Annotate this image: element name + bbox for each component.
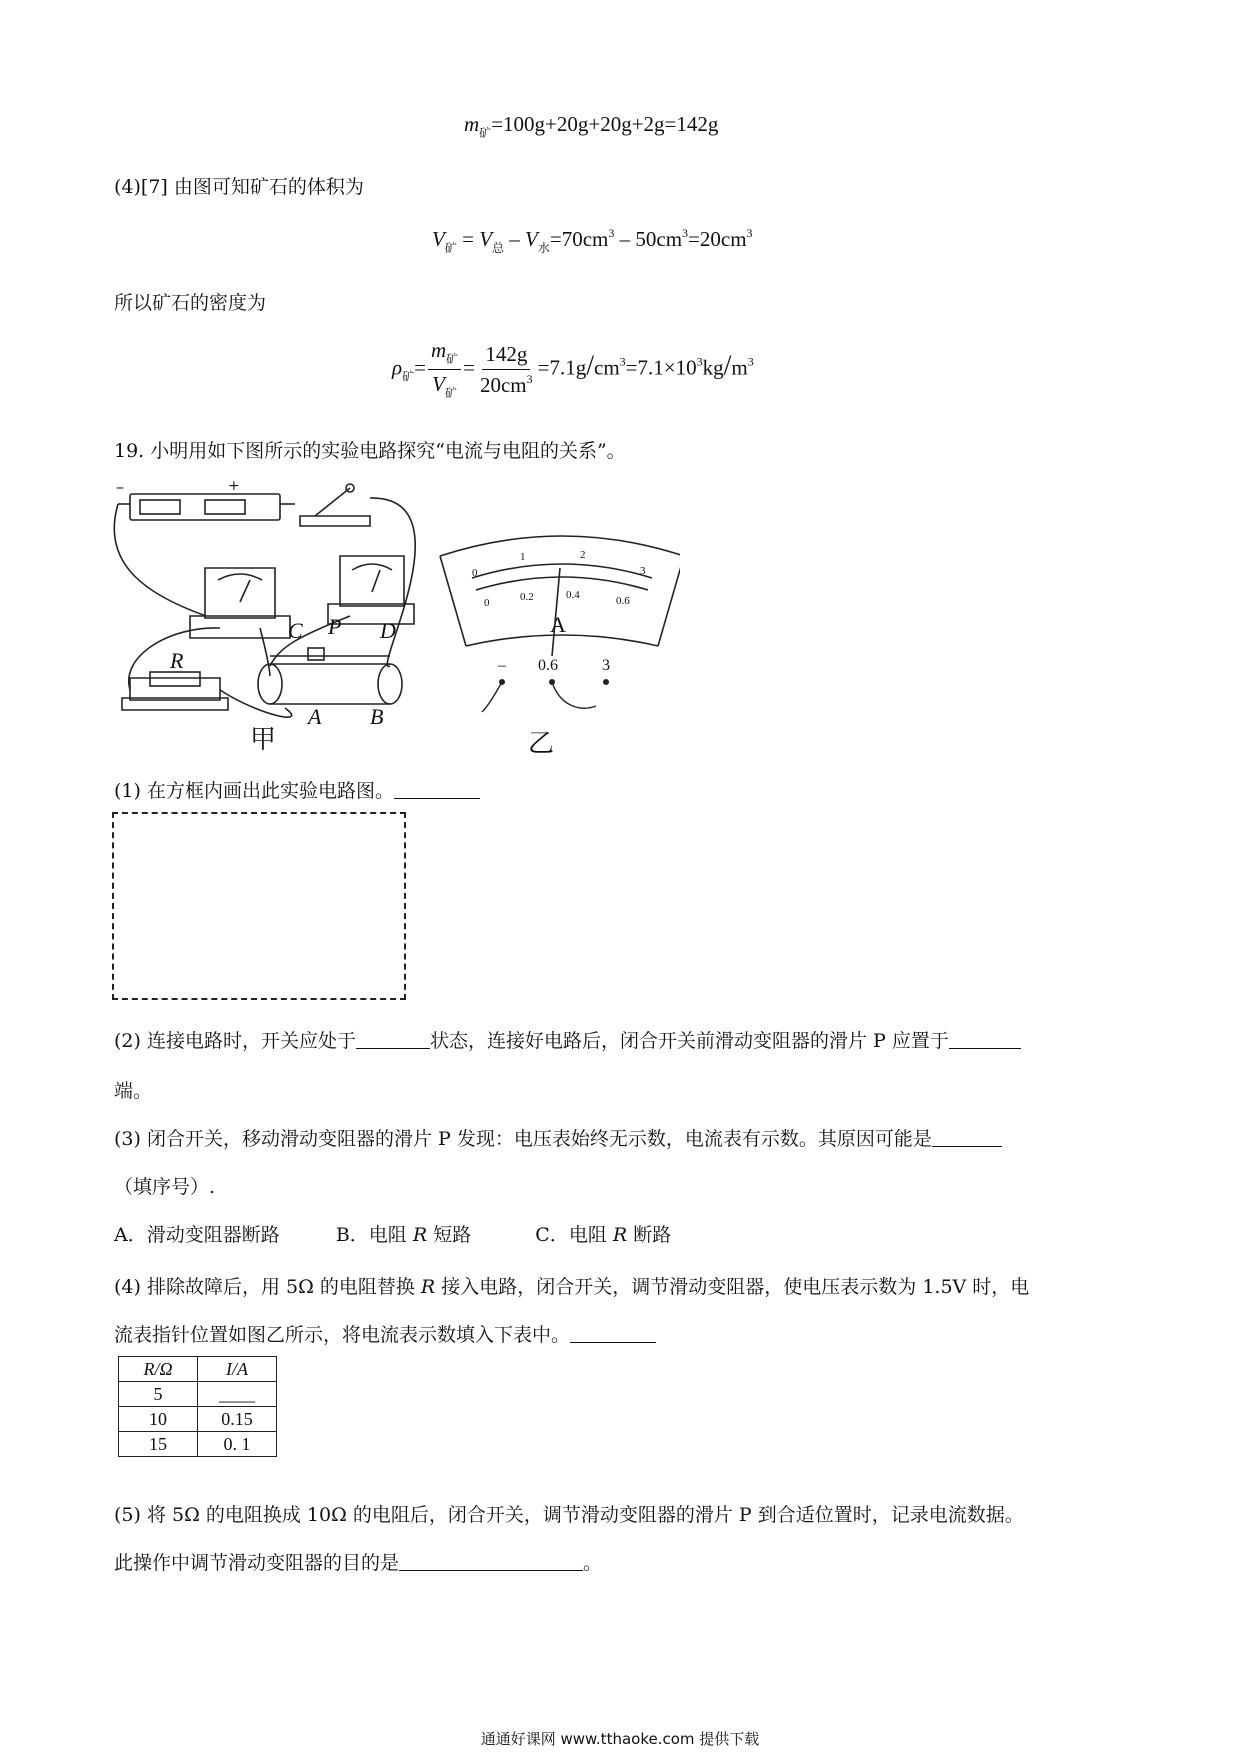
table-row	[119, 1407, 277, 1432]
option-a: A．滑动变阻器断路	[114, 1224, 280, 1246]
question-2-line-1	[114, 1026, 1021, 1053]
mass-value: =100g+20g+20g+2g=142g	[491, 112, 719, 136]
page-footer: 通通好课网 www.tthaoke.com 提供下载	[480, 1730, 760, 1748]
value-50: – 50cm	[614, 227, 683, 251]
num-symbol: m	[430, 338, 447, 362]
answer-blank-5[interactable]	[399, 1552, 583, 1571]
q4-text-c: 流表指针位置如图乙所示，将电流表示数填入下表中。	[114, 1324, 571, 1346]
question-4-line-1	[114, 1272, 1029, 1299]
terminal-3: 3	[602, 657, 610, 674]
options-line	[114, 1220, 671, 1247]
mass-symbol: m	[464, 112, 480, 136]
table-cell: 10	[119, 1407, 198, 1432]
q5-end: 。	[583, 1552, 603, 1574]
answer-blank-4[interactable]	[570, 1324, 656, 1343]
q2-text-b: 状态，连接好电路后，闭合开关前滑动变阻器的滑片 P 应置于	[429, 1030, 949, 1052]
option-b-r: R	[412, 1224, 428, 1246]
q4-text-b: 接入电路，闭合开关，调节滑动变阻器，使电压表示数为 1.5V 时，电	[435, 1276, 1030, 1298]
value-20: =20cm	[688, 227, 747, 251]
answer-blank-2a[interactable]	[356, 1030, 430, 1049]
fraction-m-over-v	[428, 338, 461, 401]
label-R: R	[170, 648, 184, 673]
dial-outer-tick-0: 0	[472, 567, 478, 579]
volume-symbol: V	[432, 227, 445, 251]
exponent: 3	[696, 354, 703, 369]
volume-intro: (4)[7] 由图可知矿石的体积为	[114, 176, 364, 198]
question-1-text: (1) 在方框内画出此实验电路图。	[114, 780, 394, 802]
label-P: P	[328, 614, 342, 639]
voltmeter-icon	[190, 568, 290, 638]
table-header-row	[119, 1357, 277, 1382]
dial-inner-tick-2: 0.4	[566, 589, 580, 601]
fraction-values	[477, 342, 536, 398]
option-b-post: 短路	[427, 1224, 472, 1246]
label-B: B	[370, 704, 384, 729]
num-subscript: 矿	[446, 352, 459, 366]
option-c-pre: C．电阻	[535, 1224, 613, 1246]
rho-subscript: 矿	[402, 369, 415, 384]
value-70: =70cm	[549, 227, 609, 251]
result-unit-kg: kg	[702, 355, 724, 380]
exponent: 3	[608, 226, 615, 240]
label-C: C	[288, 618, 303, 643]
slash: /	[723, 350, 732, 382]
resistor-icon	[122, 672, 228, 710]
data-table	[118, 1356, 277, 1457]
option-c-post: 断路	[627, 1224, 672, 1246]
table-cell: 5	[119, 1382, 198, 1407]
volume-total-symbol: V	[479, 227, 493, 251]
q3-text: (3) 闭合开关，移动滑动变阻器的滑片 P 发现：电压表始终无示数，电流表有示数。其原因可能是	[114, 1128, 932, 1150]
dial-inner-tick-1: 0.2	[520, 591, 534, 603]
question-5-line-1: (5) 将 5Ω 的电阻换成 10Ω 的电阻后，闭合开关，调节滑动变阻器的滑片 P 到合适位置时，记录电流数据。	[114, 1504, 1024, 1526]
den-value: 20cm	[479, 372, 527, 397]
equals-sign: =	[456, 227, 480, 251]
dial-outer-tick-1: 1	[520, 551, 526, 563]
total-subscript: 总	[492, 241, 505, 255]
circuit-drawing-box[interactable]	[112, 812, 406, 1000]
battery-minus-label: –	[116, 477, 124, 496]
terminal-minus: –	[498, 657, 506, 674]
result-a: =7.1g	[537, 355, 587, 380]
question-19-title: 19. 小明用如下图所示的实验电路探究“电流与电阻的关系”。	[114, 440, 626, 462]
dial-inner-tick-3: 0.6	[616, 595, 630, 607]
den-symbol: V	[432, 372, 445, 396]
equals-sign: =	[414, 355, 426, 380]
answer-blank-1[interactable]	[394, 780, 480, 799]
exponent: 3	[619, 354, 626, 369]
rho-symbol: ρ	[392, 355, 403, 380]
table-row	[119, 1432, 277, 1457]
question-2-line-2: 端。	[114, 1080, 153, 1102]
circuit-figure	[110, 476, 680, 758]
question-4-line-2	[114, 1320, 656, 1347]
rheostat-icon	[258, 648, 402, 704]
result-b: =7.1×10	[625, 355, 697, 380]
result-unit: cm	[594, 355, 620, 380]
switch-icon	[300, 516, 370, 526]
table-cell: 15	[119, 1432, 198, 1457]
answer-blank-3[interactable]	[932, 1128, 1002, 1147]
density-equation	[392, 338, 754, 401]
q4-text-a: (4) 排除故障后，用 5Ω 的电阻替换	[114, 1276, 421, 1298]
answer-blank-2b[interactable]	[949, 1030, 1021, 1049]
table-cell: 0.15	[198, 1407, 277, 1432]
density-intro: 所以矿石的密度为	[114, 292, 267, 314]
question-3-line-1	[114, 1124, 1002, 1151]
exponent: 3	[746, 226, 753, 240]
figure-label-jia: 甲	[250, 725, 277, 755]
figure-label-yi: 乙	[528, 729, 555, 758]
q4-r: R	[420, 1276, 436, 1298]
table-header: I/A	[198, 1357, 277, 1382]
water-subscript: 水	[537, 241, 550, 255]
option-c	[535, 1224, 671, 1246]
q5-text: 此操作中调节滑动变阻器的目的是	[114, 1552, 400, 1574]
question-3-line-2: （填序号）.	[114, 1176, 216, 1198]
question-1	[114, 776, 480, 803]
dial-inner-tick-0: 0	[484, 597, 490, 609]
q2-text-a: (2) 连接电路时，开关应处于	[114, 1030, 356, 1052]
dial-outer-tick-3: 3	[640, 565, 646, 577]
num-value: 142g	[482, 342, 530, 370]
minus-sign: –	[504, 227, 526, 251]
exponent: 3	[682, 226, 689, 240]
table-row	[119, 1382, 277, 1407]
dial-outer-tick-2: 2	[580, 549, 586, 561]
den-subscript: 矿	[444, 386, 457, 400]
option-c-r: R	[612, 1224, 628, 1246]
slash: /	[586, 350, 595, 382]
table-cell-blank[interactable]: ____	[198, 1382, 277, 1407]
terminal-0-6: 0.6	[538, 657, 558, 674]
exponent: 3	[747, 354, 754, 369]
mass-subscript: 矿	[479, 126, 492, 140]
option-b-pre: B．电阻	[335, 1224, 413, 1246]
volume-water-symbol: V	[525, 227, 538, 251]
exponent: 3	[526, 371, 533, 386]
result-unit-m: m	[731, 355, 748, 380]
table-header: R/Ω	[119, 1357, 198, 1382]
volume-equation	[432, 226, 753, 256]
table-cell: 0. 1	[198, 1432, 277, 1457]
ammeter-dial	[440, 536, 680, 656]
question-5-line-2	[114, 1548, 602, 1575]
volume-subscript: 矿	[444, 241, 457, 255]
option-b	[336, 1224, 471, 1246]
battery-plus-label: +	[228, 478, 240, 494]
label-D: D	[380, 618, 396, 643]
equals-sign: =	[463, 355, 475, 380]
mass-equation	[464, 112, 718, 141]
dial-unit-label: A	[550, 612, 566, 637]
label-A: A	[308, 704, 322, 729]
